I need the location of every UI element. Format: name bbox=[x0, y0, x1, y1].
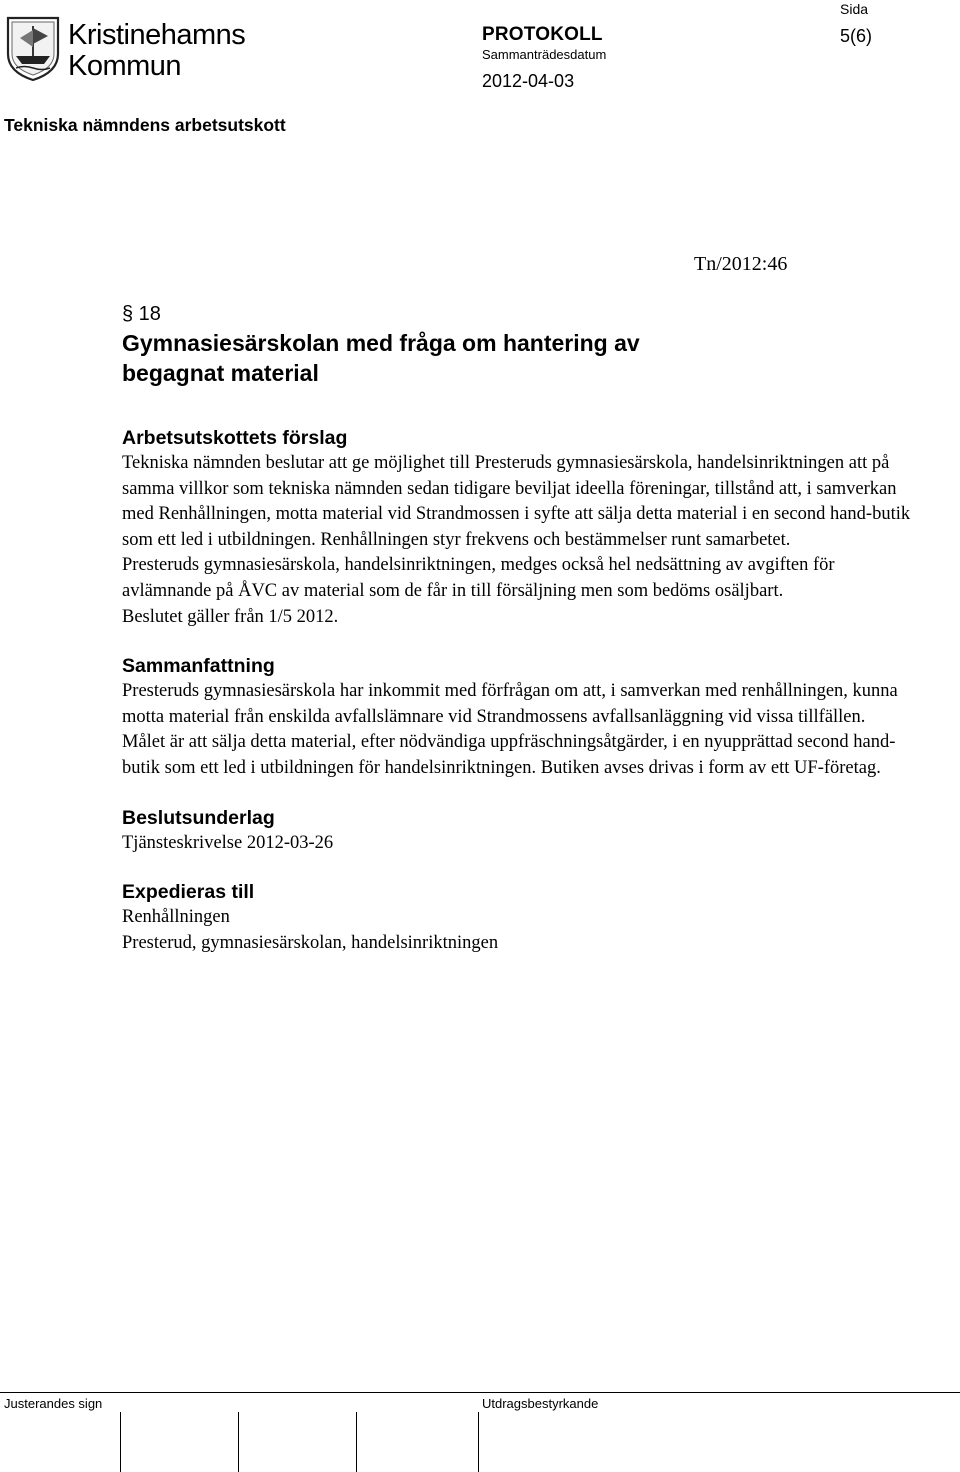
page-number: 5(6) bbox=[840, 26, 873, 46]
paragraph: Beslutet gäller från 1/5 2012. bbox=[122, 606, 339, 627]
justerandes-sign-label: Justerandes sign bbox=[4, 1396, 103, 1411]
page-label: Sida bbox=[840, 1, 869, 17]
paragraph: Presteruds gymnasiesärskola, handelsinriktningen, medges också hel nedsättning av avgiften för avlämnande på ÅVC av material som de får in till försäljning men som bedöms osäljbart. bbox=[122, 555, 835, 601]
meeting-date-label: Sammanträdesdatum bbox=[482, 47, 607, 62]
case-number: Tn/2012:46 bbox=[694, 253, 788, 275]
logo-line-2: Kommun bbox=[68, 50, 182, 82]
signature-box-divider bbox=[120, 1412, 121, 1472]
document-body bbox=[122, 300, 912, 956]
summary-section bbox=[122, 654, 912, 781]
footer-divider bbox=[0, 1392, 960, 1393]
signature-box-divider bbox=[356, 1412, 357, 1472]
signature-footer bbox=[0, 1392, 960, 1472]
section-heading: Expedieras till bbox=[122, 881, 255, 904]
paragraph: Presteruds gymnasiesärskola har inkommit med förfrågan om att, i samverkan med renhållningen, kunna motta material från enskilda avfallslämnare vid Strandmossens avfallsanläggning vid vissa tillfällen. Målet är att sälja detta material, efter nödvändiga uppfräschningsåtgärder, i en nyupprättad second hand-butik som ett led i utbildningen för handelsinriktningen. Butiken avses drivas i form av ett UF-företag. bbox=[122, 681, 898, 778]
section-number: § 18 bbox=[122, 303, 161, 325]
paragraph: Tjänsteskrivelse 2012-03-26 bbox=[122, 832, 334, 853]
signature-box-divider bbox=[478, 1412, 479, 1472]
basis-section bbox=[122, 806, 912, 857]
recipient: Presterud, gymnasiesärskolan, handelsinriktningen bbox=[122, 932, 499, 953]
section-heading: Arbetsutskottets förslag bbox=[122, 427, 348, 449]
item-title: Gymnasiesärskolan med fråga om hantering av begagnat material bbox=[122, 330, 640, 386]
recipient: Renhållningen bbox=[122, 907, 230, 928]
section-heading: Beslutsunderlag bbox=[122, 806, 275, 829]
dispatch-section bbox=[122, 880, 912, 956]
proposal-section bbox=[122, 426, 912, 630]
signature-box-divider bbox=[238, 1412, 239, 1472]
committee-name: Tekniska nämndens arbetsutskott bbox=[4, 115, 286, 135]
logo-line-1: Kristinehamns bbox=[68, 19, 246, 51]
document-type: PROTOKOLL bbox=[482, 24, 603, 45]
municipality-ship-logo-icon bbox=[4, 14, 62, 82]
municipality-logo-wordmark bbox=[68, 20, 245, 82]
section-heading: Sammanfattning bbox=[122, 655, 275, 678]
paragraph: Tekniska nämnden beslutar att ge möjlighet till Presteruds gymnasiesärskola, handelsinriktningen att på samma villkor som tekniska nämnden sedan tidigare beviljat ideella föreningar, tillstånd att, i samverkan med Renhållningen, motta material vid Strandmossen i syfte att sälja detta material i en second hand-butik som ett led i utbildningen. Renhållningen styr frekvens och bestämmelser runt samarbetet. bbox=[122, 453, 911, 550]
utdragsbestyrkande-label: Utdragsbestyrkande bbox=[482, 1396, 599, 1411]
meeting-date: 2012-04-03 bbox=[482, 71, 575, 91]
